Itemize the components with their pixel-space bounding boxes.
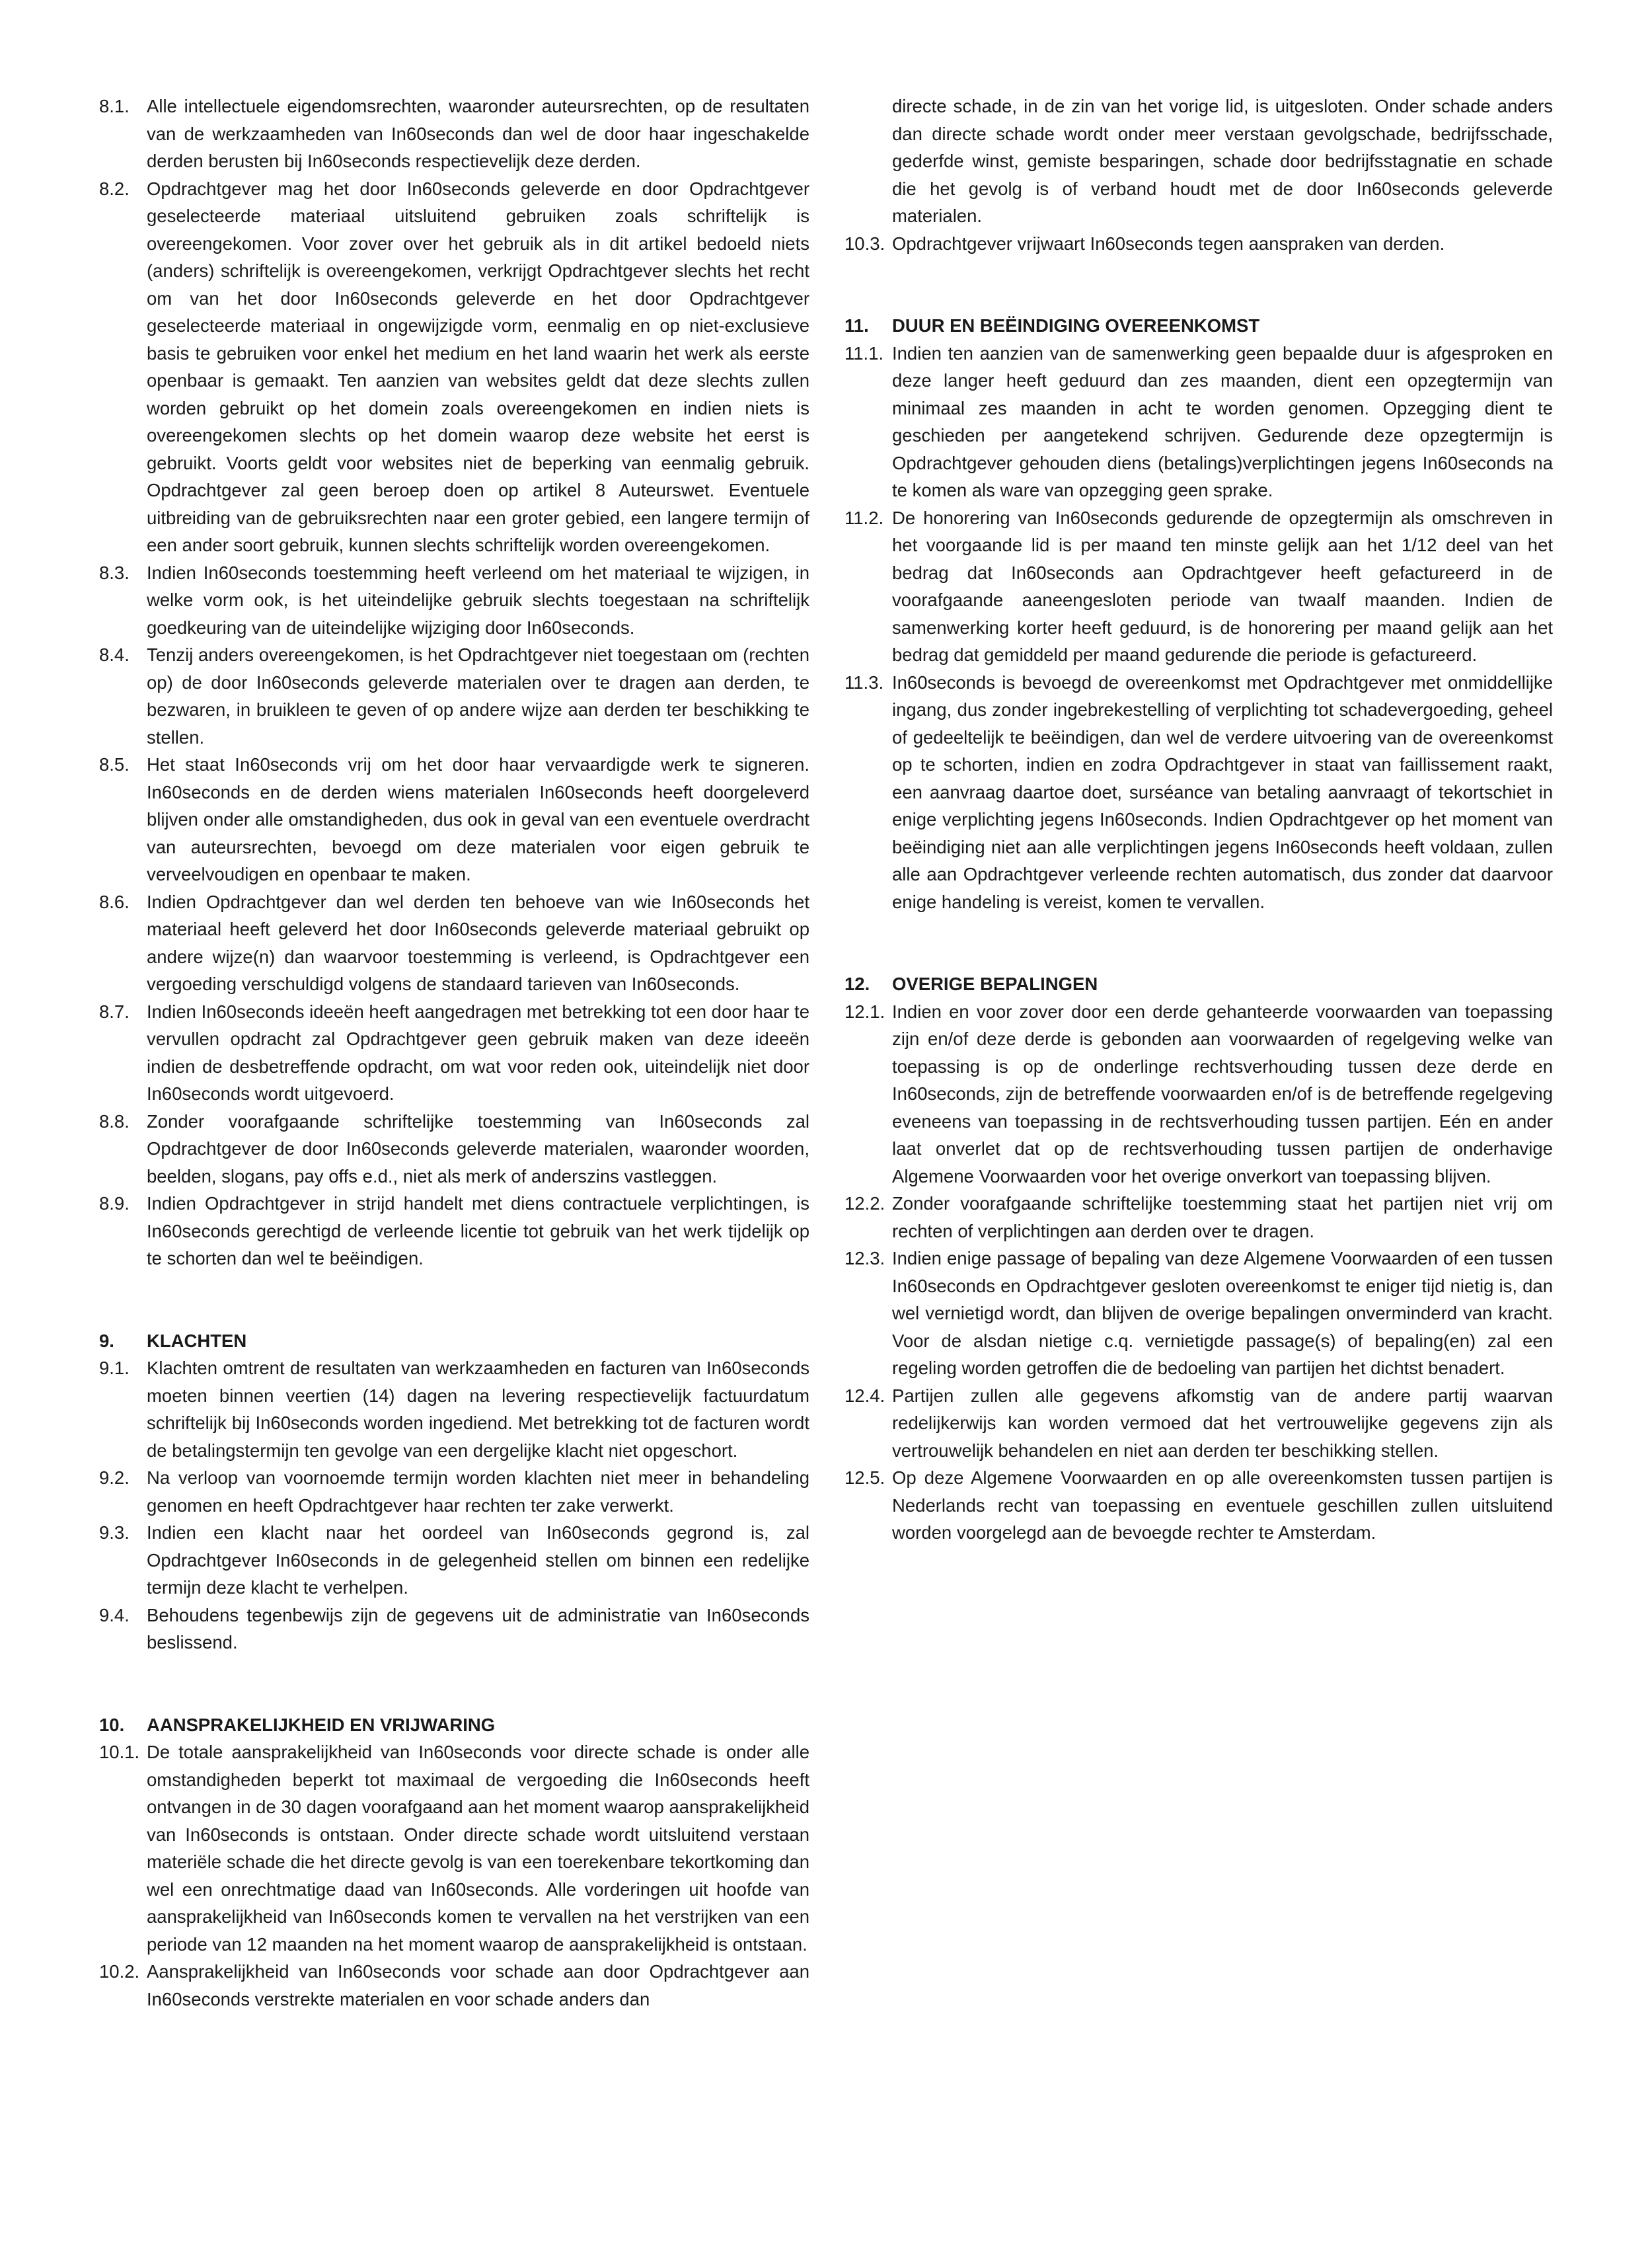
article-8-6 [99,888,809,998]
article-12-4 [845,1382,1553,1465]
section-10 [99,1711,809,2013]
article-number: 11.3. [845,672,884,693]
article-text: Het staat In60seconds vrij om het door haar vervaardigde werk te signeren. In60seconds en de derden wiens materialen In60seconds heeft doorgeleverd blijven onder alle omstandigheden, dus ook in geval van een eventuele overdracht van auteursrechten, bevoegd om deze materialen voor eigen gebruik te verveelvoudigen en openbaar te maken. [147,754,809,884]
section-heading [99,1327,809,1355]
article-8-3 [99,559,809,642]
article-8-1 [99,93,809,175]
article-text: Zonder voorafgaande schriftelijke toestemming staat het partijen niet vrij om rechten of verplichtingen aan derden over te dragen. [892,1193,1553,1241]
article-text: Na verloop van voornoemde termijn worden klachten niet meer in behandeling genomen en heeft Opdrachtgever haar rechten ter zake verwerkt. [147,1467,809,1516]
article-text: Op deze Algemene Voorwaarden en op alle overeenkomsten tussen partijen is Nederlands recht van toepassing en eventuele geschillen zullen uitsluitend worden voorgelegd aan de bevoegde rechter te Amsterdam. [892,1467,1553,1543]
article-12-2 [845,1190,1553,1245]
article-text: De totale aansprakelijkheid van In60seconds voor directe schade is onder alle omstandigheden beperkt tot maximaal de vergoeding die In60seconds heeft ontvangen in de 30 dagen voorafgaand aan het moment waarop aansprakelijkheid van In60seconds is ontstaan. Onder directe schade wordt uitsluitend verstaan materiële schade die het directe gevolg is van een toerekenbare tekortkoming dan wel een onrechtmatige daad van In60seconds. Alle vorderingen uit hoofde van aansprakelijkheid van In60seconds komen te vervallen na het verstrijken van een periode van 12 maanden na het moment waarop de aansprakelijkheid is ontstaan. [147,1742,809,1955]
article-number: 8.7. [99,1001,130,1022]
article-text: Indien Opdrachtgever dan wel derden ten behoeve van wie In60seconds het materiaal heeft geleverd het door In60seconds geleverde materiaal gebruikt op andere wijze(n) dan waarvoor toestemming is verleend, is Opdrachtgever een vergoeding verschuldigd volgens de standaard tarieven van In60seconds. [147,891,809,994]
section-9 [99,1327,809,1656]
article-text: Tenzij anders overeengekomen, is het Opdrachtgever niet toegestaan om (rechten op) de door In60seconds geleverde materialen over te dragen aan derden, te bezwaren, in bruikleen te geven of op andere wijze aan derden ter beschikking te stellen. [147,644,809,748]
article-text: Indien ten aanzien van de samenwerking geen bepaalde duur is afgesproken en deze langer heeft geduurd dan zes maanden, dient een opzegtermijn van minimaal zes maanden in acht te worden genomen. Opzegging dient te geschieden per aangetekend schrijven. Gedurende deze opzegtermijn is Opdrachtgever gehouden diens (betalings)verplichtingen jegens In60seconds na te komen als ware van opzegging geen sprake. [892,342,1553,500]
article-8-4 [99,641,809,751]
section-number: 10. [99,1714,125,1735]
article-8-2 [99,175,809,559]
article-number: 8.8. [99,1110,130,1132]
article-text: Behoudens tegenbewijs zijn de gegevens uit de administratie van In60seconds beslissend. [147,1604,809,1652]
article-10-1 [99,1738,809,1958]
article-number: 8.3. [99,562,130,583]
section-heading [845,970,1553,998]
section-number: 11. [845,315,869,336]
section-title: AANSPRAKELIJKHEID EN VRIJWARING [147,1714,496,1735]
article-12-5 [845,1464,1553,1547]
article-number: 11.2. [845,507,884,528]
article-number: 8.5. [99,754,130,775]
article-8-8 [99,1108,809,1190]
section-title: DUUR EN BEËINDIGING OVEREENKOMST [892,315,1260,336]
article-9-2 [99,1464,809,1519]
article-number: 9.2. [99,1467,130,1488]
article-number: 10.3. [845,233,885,254]
article-number: 11.1. [845,342,884,364]
article-8-9 [99,1190,809,1272]
section-heading [845,312,1553,340]
section-number: 9. [99,1330,114,1351]
article-number: 12.1. [845,1001,885,1022]
left-column [99,93,809,2013]
section-title: OVERIGE BEPALINGEN [892,974,1098,994]
right-column [845,93,1553,1547]
article-text: Aansprakelijkheid van In60seconds voor schade aan door Opdrachtgever aan In60seconds verstrekte materialen en voor schade anders dan [147,1961,809,2009]
article-text: Indien een klacht naar het oordeel van In60seconds gegrond is, zal Opdrachtgever In60seconds in de gelegenheid stellen om binnen een redelijke termijn deze klacht te verhelpen. [147,1522,809,1598]
article-number: 9.3. [99,1522,130,1543]
article-11-3 [845,669,1553,916]
article-text: Klachten omtrent de resultaten van werkzaamheden en facturen van In60seconds moeten binnen veertien (14) dagen na levering respectievelijk factuurdatum schriftelijk bij In60seconds worden ingediend. Met betrekking tot de facturen wordt de betalingstermijn ten gevolge van een dergelijke klacht niet opgeschort. [147,1358,809,1461]
article-number: 8.4. [99,644,130,665]
article-9-1 [99,1354,809,1464]
article-8-5 [99,751,809,888]
section-11 [845,312,1553,915]
article-text: In60seconds is bevoegd de overeenkomst met Opdrachtgever met onmiddellijke ingang, dus zonder ingebrekestelling of verplichting tot schadevergoeding, geheel of gedeeltelijk te beëindigen, dan wel de verdere uitvoering van de overeenkomst op te schorten, indien en zodra Opdrachtgever in staat van faillissement raakt, een aanvraag daartoe doet, surséance van betaling aanvraagt of tekortschiet in enige verplichting jegens In60seconds. Indien Opdrachtgever op het moment van beëindiging niet aan alle verplichtingen jegens In60seconds heeft voldaan, zullen alle aan Opdrachtgever verleende rechten automatisch, dus zonder dat daarvoor enige handeling is vereist, komen te vervallen. [892,672,1553,912]
article-text: Opdrachtgever vrijwaart In60seconds tegen aanspraken van derden. [892,233,1445,254]
article-number: 8.9. [99,1193,130,1214]
section-8-articles [99,93,809,1272]
article-10-3 [845,230,1553,258]
article-12-3 [845,1245,1553,1382]
article-number: 10.2. [99,1961,140,1982]
article-number: 9.4. [99,1604,130,1625]
article-number: 10.1. [99,1742,140,1762]
article-10-2-continuation: directe schade, in de zin van het vorige lid, is uitgesloten. Onder schade anders dan directe schade wordt onder meer verstaan gevolgschade, bedrijfsschade, gederfde winst, gemiste besparingen, schade door bedrijfsstagnatie en schade die het gevolg is of verband houdt met de door In60seconds geleverde materialen. [892,96,1553,226]
section-12 [845,970,1553,1547]
article-text: Alle intellectuele eigendomsrechten, waaronder auteursrechten, op de resultaten van de werkzaamheden van In60seconds dan wel de door haar ingeschakelde derden berusten bij In60seconds respectievelijk deze derden. [147,96,809,171]
article-text: Opdrachtgever mag het door In60seconds geleverde en door Opdrachtgever geselecteerde materiaal uitsluitend gebruiken zoals schriftelijk is overeengekomen. Voor zover over het gebruik als in dit artikel bedoeld niets (anders) schriftelijk is overeengekomen, verkrijgt Opdrachtgever slechts het recht om van het door In60seconds geleverde en het door Opdrachtgever geselecteerde materiaal in ongewijzigde vorm, eenmalig en op niet-exclusieve basis te gebruiken voor enkel het medium en het land waarin het werk als eerste openbaar is gemaakt. Ten aanzien van websites geldt dat deze slechts zullen worden gebruikt op het domein zoals overeengekomen en indien niets is overeengekomen slechts op het domein waarop deze website het eerst is gebruikt. Voorts geldt voor websites niet de beperking van eenmalig gebruik. Opdrachtgever zal geen beroep doen op artikel 8 Auteurswet. Eventuele uitbreiding van de gebruiksrechten naar een groter gebied, een langere termijn of een ander soort gebruik, kunnen slechts schriftelijk worden overeengekomen. [147,178,809,555]
article-number: 8.6. [99,891,130,912]
article-11-1 [845,340,1553,504]
article-number: 12.4. [845,1385,885,1406]
article-text: Indien In60seconds toestemming heeft verleend om het materiaal te wijzigen, in welke vorm ook, is het uiteindelijke gebruik slechts toegestaan na schriftelijk goedkeuring van de uiteindelijke wijziging door In60seconds. [147,562,809,638]
article-text: Partijen zullen alle gegevens afkomstig van de andere partij waarvan redelijkerwijs kan worden vermoed dat het vertrouwelijke gegevens zijn als vertrouwelijk behandelen en niet aan derden ter beschikking stellen. [892,1385,1553,1461]
article-number: 12.5. [845,1467,885,1488]
article-9-3 [99,1519,809,1602]
article-number: 9.1. [99,1358,130,1378]
article-text: Zonder voorafgaande schriftelijke toestemming van In60seconds zal Opdrachtgever de door In60seconds geleverde materialen, waaronder woorden, beelden, slogans, pay offs e.d., niet als merk of anderszins vastleggen. [147,1110,809,1186]
article-text: Indien en voor zover door een derde gehanteerde voorwaarden van toepassing zijn en/of deze derde is gebonden aan voorwaarden of regelgeving welke van toepassing is op de onderlinge rechtsverhouding tussen deze derde en In60seconds, zijn de betreffende voorwaarden en/of is de betreffende regelgeving eveneens van toepassing in de rechtsverhouding tussen partijen. Eén en ander laat onverlet dat op de rechtsverhouding tussen partijen de onderhavige Algemene Voorwaarden voor het overige onverkort van toepassing blijven. [892,1001,1553,1186]
article-number: 12.3. [845,1248,885,1268]
article-8-7 [99,998,809,1108]
article-text: Indien Opdrachtgever in strijd handelt met diens contractuele verplichtingen, is In60seconds gerechtigd de verleende licentie tot gebruik van het werk tijdelijk op te schorten dan wel te beëindigen. [147,1193,809,1268]
article-text: Indien In60seconds ideeën heeft aangedragen met betrekking tot een door haar te vervullen opdracht zal Opdrachtgever geen gebruik maken van deze ideeën indien de desbetreffende opdracht, om wat voor reden ook, uiteindelijk niet door In60seconds wordt uitgevoerd. [147,1001,809,1104]
article-number: 8.1. [99,96,130,116]
article-number: 12.2. [845,1193,885,1214]
section-heading [99,1711,809,1739]
article-number: 8.2. [99,178,130,199]
article-text: Indien enige passage of bepaling van deze Algemene Voorwaarden of een tussen In60seconds en Opdrachtgever gesloten overeenkomst te eniger tijd nietig is, dan wel vernietigd wordt, dan blijven de overige bepalingen onverminderd van kracht. Voor de alsdan nietige c.q. vernietigde passage(s) of bepaling(en) zal een regeling worden getroffen die de bedoeling van partijen het dichtst benadert. [892,1248,1553,1378]
article-9-4 [99,1602,809,1656]
article-text: De honorering van In60seconds gedurende de opzegtermijn als omschreven in het voorgaande lid is per maand ten minste gelijk aan het 1/12 deel van het bedrag dat In60seconds aan Opdrachtgever heeft gefactureerd in de voorafgaande aaneengesloten periode van twaalf maanden. Indien de samenwerking korter heeft geduurd, is de honorering per maand gelijk aan het bedrag dat gemiddeld per maand gedurende die periode is gefactureerd. [892,507,1553,665]
section-title: KLACHTEN [147,1330,247,1351]
article-11-2 [845,504,1553,669]
article-10-2 [99,1958,809,2013]
section-number: 12. [845,974,870,994]
article-12-1 [845,998,1553,1190]
